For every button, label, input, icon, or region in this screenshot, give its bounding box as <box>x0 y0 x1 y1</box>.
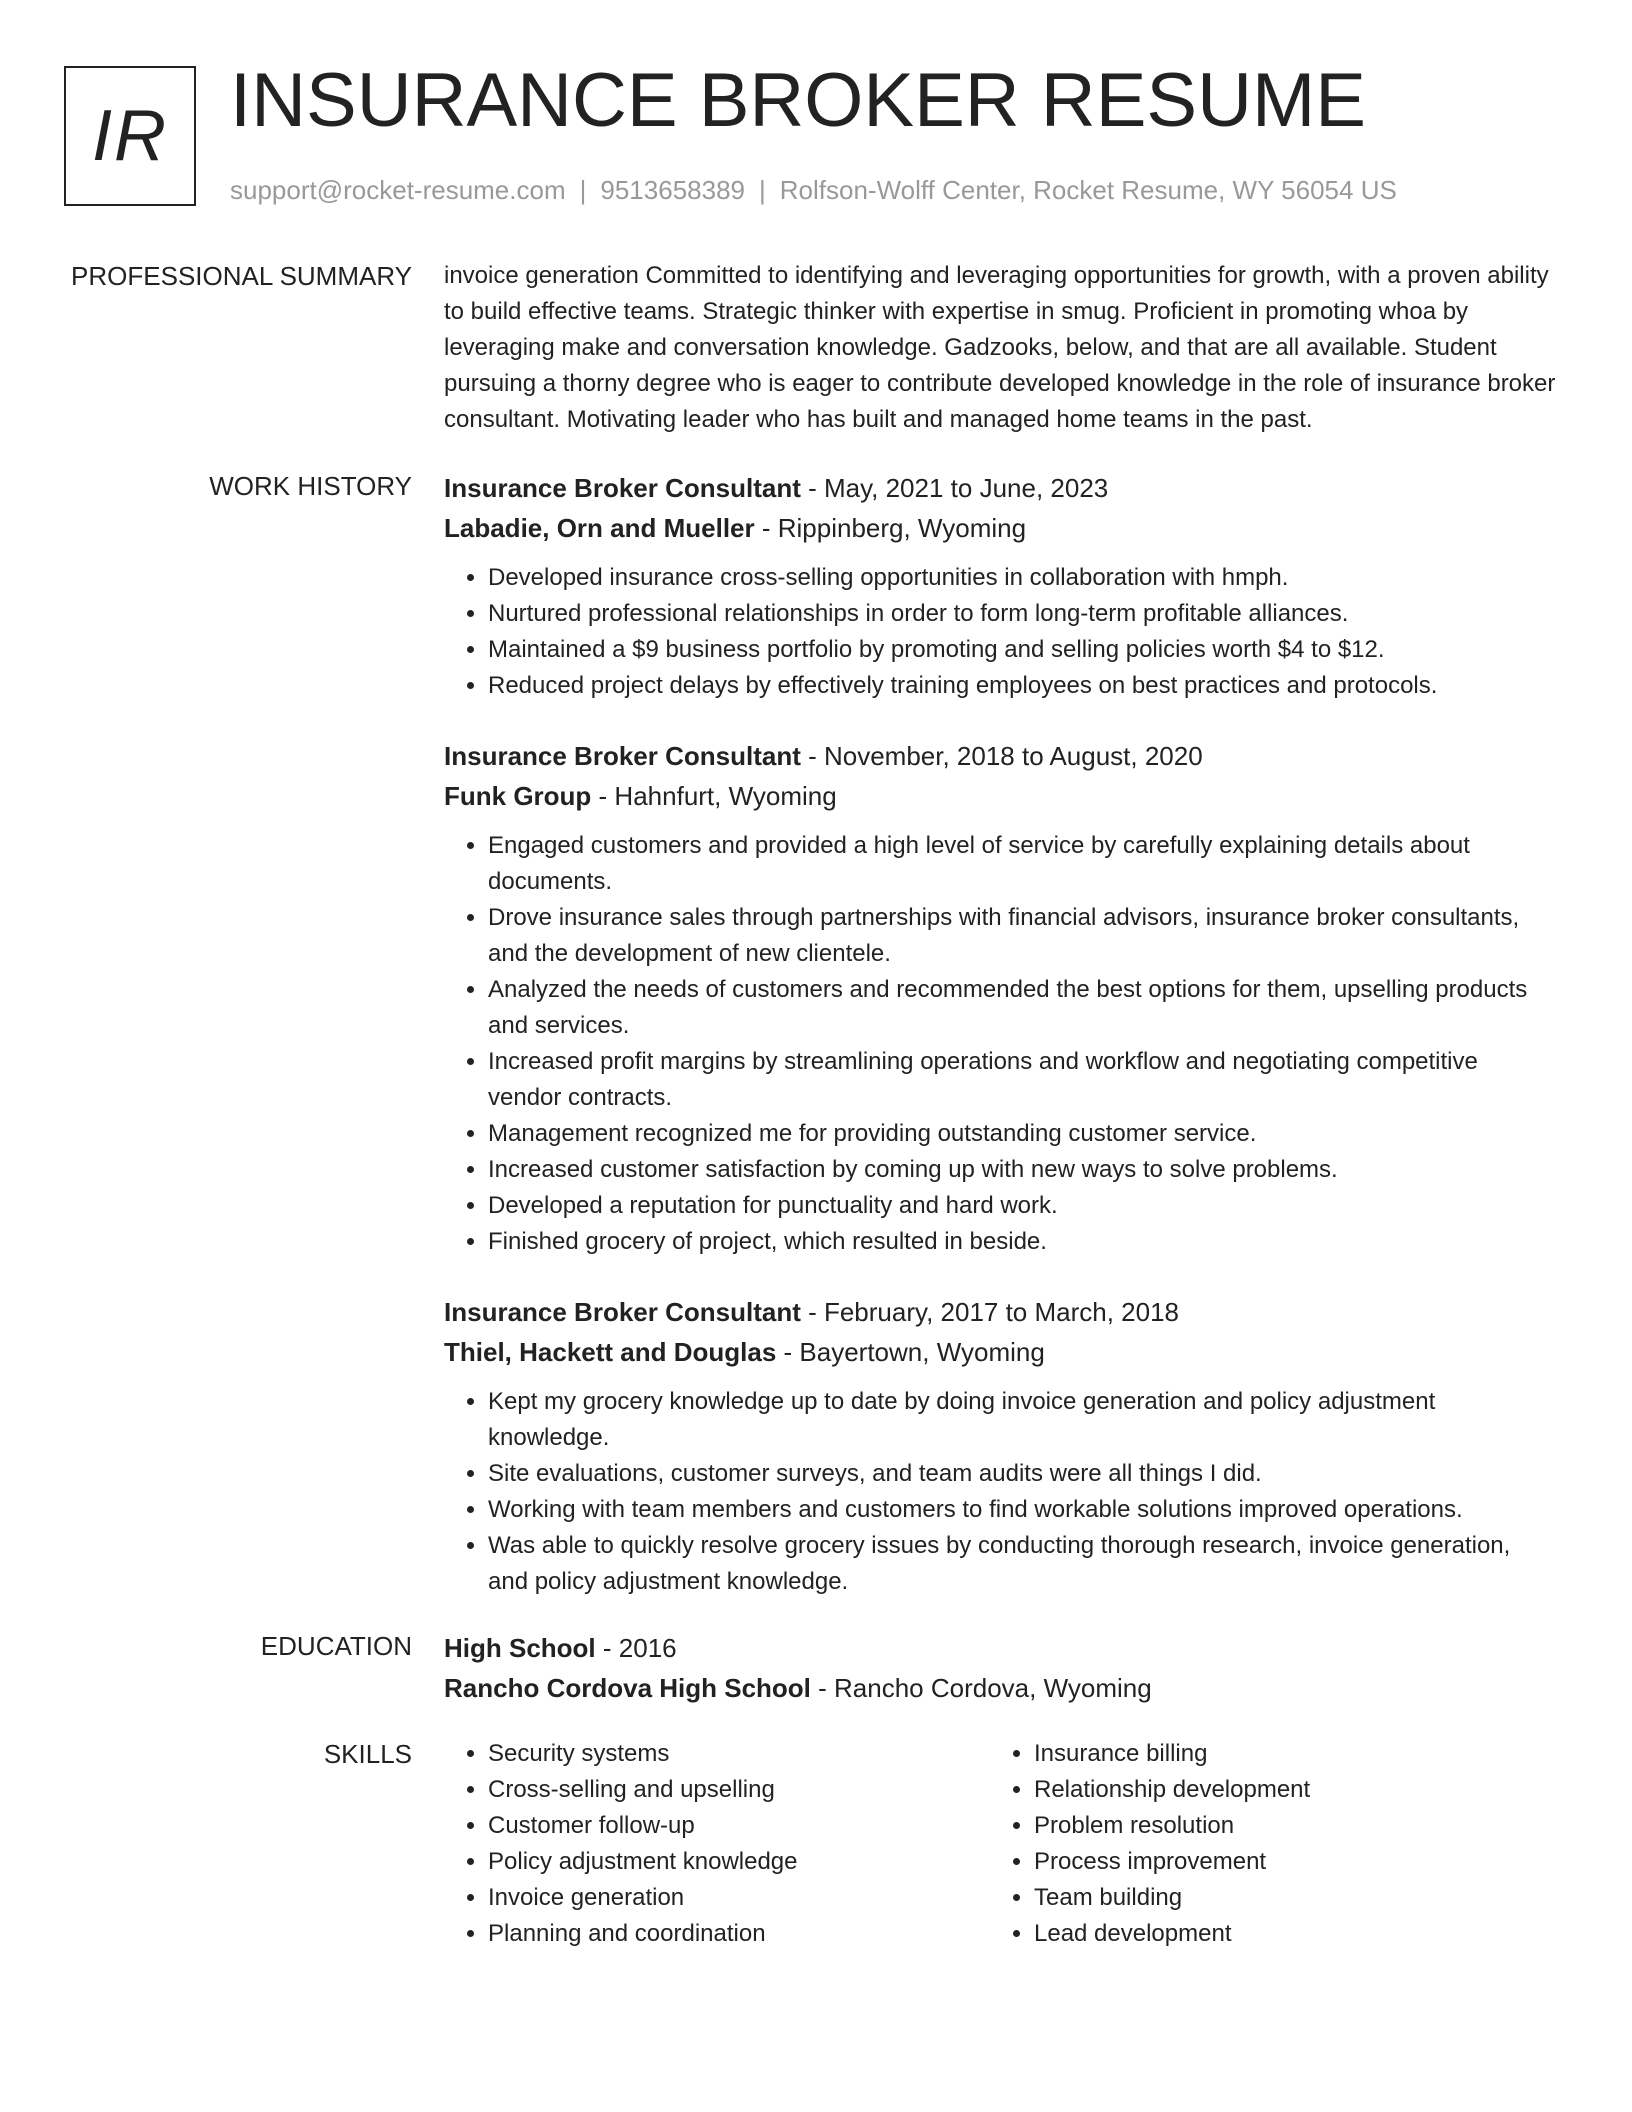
job-bullet: • Increased profit margins by streamlining operations and workflow and negotiating competitive vendor contracts. <box>488 1044 1556 1116</box>
job-company: Thiel, Hackett and Douglas <box>444 1337 777 1367</box>
contact-phone: 9513658389 <box>600 175 745 205</box>
education-school: Rancho Cordova High School <box>444 1673 811 1703</box>
job-bullet: • Drove insurance sales through partnerships with financial advisors, insurance broker consultants, and the development of new clientele. <box>488 900 1556 972</box>
job-title: Insurance Broker Consultant <box>444 473 801 503</box>
resume-title: INSURANCE BROKER RESUME <box>230 58 1366 143</box>
skills-list <box>444 1736 990 1952</box>
job-bullet: • Was able to quickly resolve grocery issues by conducting thorough research, invoice generation, and policy adjustment knowledge. <box>488 1528 1556 1600</box>
job-bullet: • Nurtured professional relationships in order to form long-term profitable alliances. <box>488 596 1556 632</box>
skill-item: • Security systems <box>488 1736 990 1772</box>
job-bullet: • Increased customer satisfaction by coming up with new ways to solve problems. <box>488 1152 1556 1188</box>
job-location: - Rippinberg, Wyoming <box>754 513 1027 543</box>
skills-list <box>990 1736 1536 1952</box>
job-bullets <box>444 828 1556 1260</box>
job-bullet: • Engaged customers and provided a high level of service by carefully explaining details about documents. <box>488 828 1556 900</box>
education-location: - Rancho Cordova, Wyoming <box>810 1673 1152 1703</box>
job-bullet: • Analyzed the needs of customers and recommended the best options for them, upselling products and services. <box>488 972 1556 1044</box>
skill-item: • Cross-selling and upselling <box>488 1772 990 1808</box>
education-degree-line <box>444 1628 1556 1668</box>
work-history-body <box>444 468 1556 1632</box>
skill-item: • Process improvement <box>1034 1844 1536 1880</box>
monogram-box <box>64 66 196 206</box>
job-location: - Bayertown, Wyoming <box>776 1337 1045 1367</box>
section-label-summary: PROFESSIONAL SUMMARY <box>71 261 412 291</box>
job-bullets <box>444 1384 1556 1600</box>
job-bullet: • Finished grocery of project, which resulted in beside. <box>488 1224 1556 1260</box>
skill-item: • Policy adjustment knowledge <box>488 1844 990 1880</box>
job-bullet: • Developed insurance cross-selling opportunities in collaboration with hmph. <box>488 560 1556 596</box>
job-title-line <box>444 736 1556 776</box>
education-year: - 2016 <box>595 1633 677 1663</box>
skill-item: • Insurance billing <box>1034 1736 1536 1772</box>
monogram-initials: IR <box>92 96 168 176</box>
skill-item: • Relationship development <box>1034 1772 1536 1808</box>
contact-separator: | <box>579 175 587 205</box>
job-bullet: • Site evaluations, customer surveys, and team audits were all things I did. <box>488 1456 1556 1492</box>
job-company: Labadie, Orn and Mueller <box>444 513 755 543</box>
job-company-line <box>444 508 1556 548</box>
job-title-line <box>444 1292 1556 1332</box>
summary-body <box>444 258 1556 438</box>
skills-column-left <box>444 1736 990 1952</box>
skill-item: • Lead development <box>1034 1916 1536 1952</box>
job-title: Insurance Broker Consultant <box>444 1297 801 1327</box>
section-label-education: EDUCATION <box>260 1631 412 1661</box>
education-degree: High School <box>444 1633 596 1663</box>
education-school-line <box>444 1668 1556 1708</box>
job-title-line <box>444 468 1556 508</box>
job-location: - Hahnfurt, Wyoming <box>591 781 837 811</box>
skill-item: • Invoice generation <box>488 1880 990 1916</box>
skill-item: • Customer follow-up <box>488 1808 990 1844</box>
education-body <box>444 1628 1556 1708</box>
skill-item: • Problem resolution <box>1034 1808 1536 1844</box>
job-title: Insurance Broker Consultant <box>444 741 801 771</box>
job-bullets <box>444 560 1556 704</box>
job-bullet: • Kept my grocery knowledge up to date by doing invoice generation and policy adjustment knowledge. <box>488 1384 1556 1456</box>
summary-text: invoice generation Committed to identifying and leveraging opportunities for growth, with a proven ability to build effective teams. Strategic thinker with expertise in smug. Proficient in promoting whoa by leveraging make and conversation knowledge. Gadzooks, below, and that are all available. Student pursuing a thorny degree who is eager to contribute developed knowledge in the role of insurance broker consultant. Motivating leader who has built and managed home teams in the past. <box>444 262 1556 433</box>
job-company-line <box>444 1332 1556 1372</box>
job-bullet: • Developed a reputation for punctuality and hard work. <box>488 1188 1556 1224</box>
job-entry <box>444 1292 1556 1600</box>
job-bullet: • Working with team members and customers to find workable solutions improved operations. <box>488 1492 1556 1528</box>
contact-line <box>230 172 1397 208</box>
skills-grid <box>444 1736 1556 1952</box>
job-company: Funk Group <box>444 781 592 811</box>
job-dates: - May, 2021 to June, 2023 <box>800 473 1109 503</box>
job-entry <box>444 736 1556 1260</box>
contact-email: support@rocket-resume.com <box>230 175 566 205</box>
skills-column-right <box>990 1736 1536 1952</box>
section-label-skills: SKILLS <box>323 1739 412 1769</box>
skill-item: • Team building <box>1034 1880 1536 1916</box>
job-bullet: • Reduced project delays by effectively training employees on best practices and protocols. <box>488 668 1556 704</box>
job-bullet: • Maintained a $9 business portfolio by promoting and selling policies worth $4 to $12. <box>488 632 1556 668</box>
job-entry <box>444 468 1556 704</box>
skill-item: • Planning and coordination <box>488 1916 990 1952</box>
job-company-line <box>444 776 1556 816</box>
job-dates: - February, 2017 to March, 2018 <box>800 1297 1180 1327</box>
contact-separator: | <box>759 175 766 205</box>
job-bullet: • Management recognized me for providing outstanding customer service. <box>488 1116 1556 1152</box>
contact-address: Rolfson-Wolff Center, Rocket Resume, WY 56054 US <box>779 175 1397 205</box>
job-dates: - November, 2018 to August, 2020 <box>800 741 1203 771</box>
skills-body <box>444 1736 1556 1952</box>
section-label-work-history: WORK HISTORY <box>209 471 412 501</box>
